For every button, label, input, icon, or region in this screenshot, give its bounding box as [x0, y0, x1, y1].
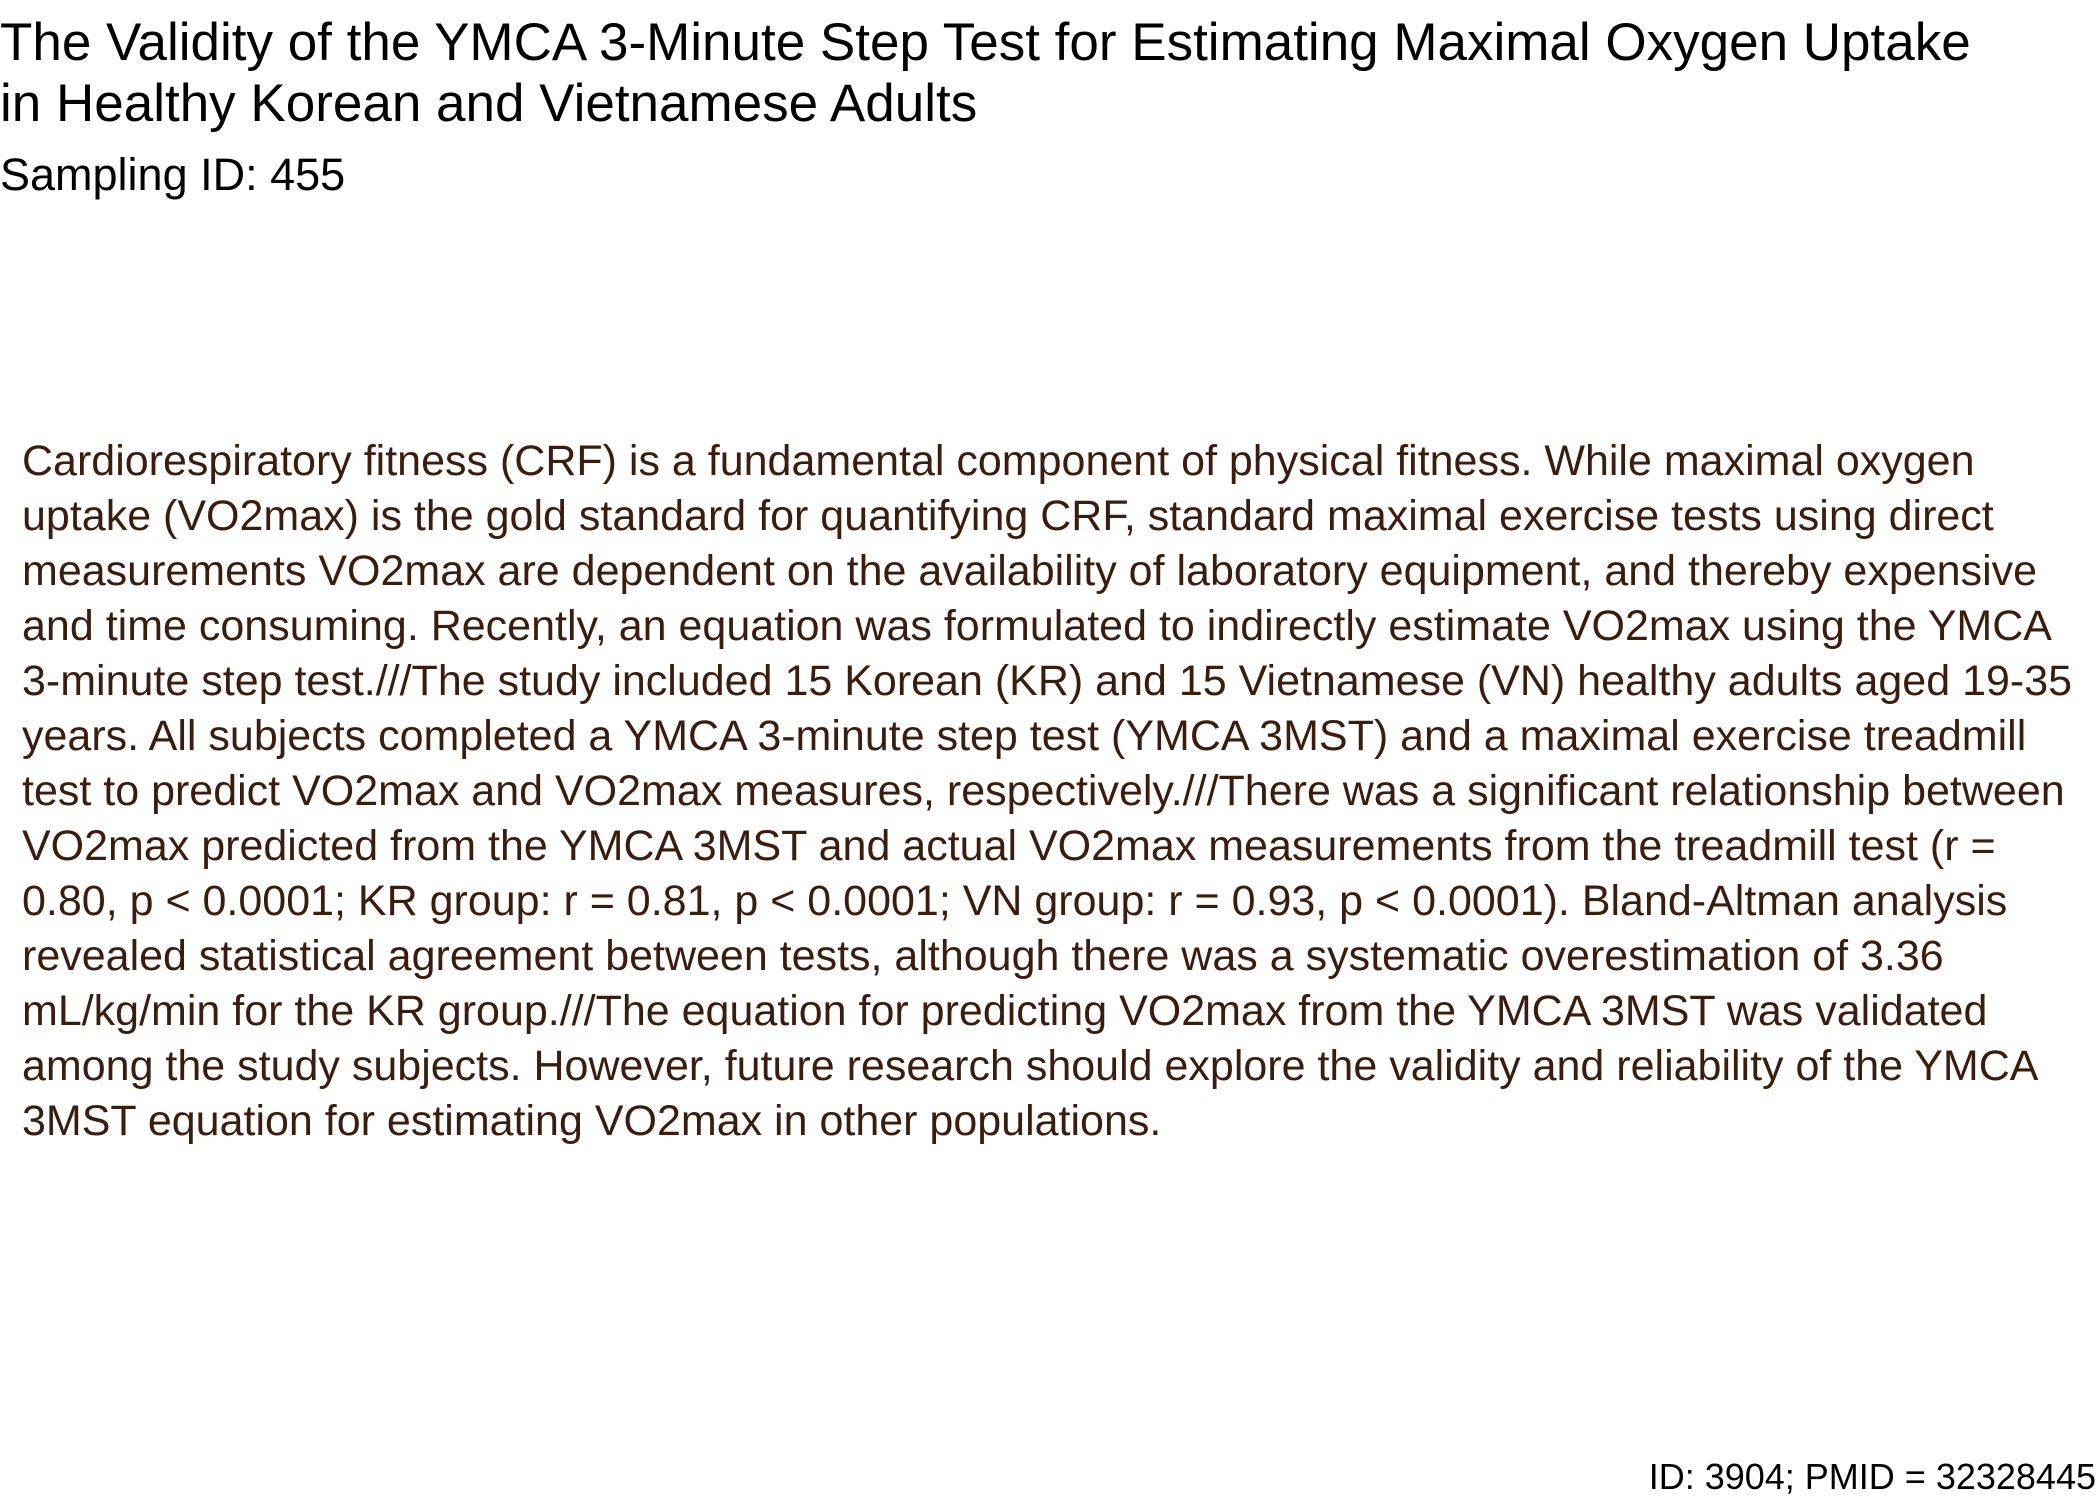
footer-id: ID: 3904; PMID = 32328445 [1648, 1456, 2096, 1497]
abstract-text: Cardiorespiratory fitness (CRF) is a fundamental component of physical fitness. While maximal oxygen uptake (VO2max) is the gold standard for quantifying CRF, standard maximal exercise tests using direct measurements VO2max are dependent on the availability of laboratory equipment, and thereby expensive and time consuming. Recently, an equation was formulated to indirectly estimate VO2max using the YMCA 3-minute step test.///The study included 15 Korean (KR) and 15 Vietnamese (VN) healthy adults aged 19-35 years. All subjects completed a YMCA 3-minute step test (YMCA 3MST) and a maximal exercise treadmill test to predict VO2max and VO2max measures, respectively.///There was a significant relationship between VO2max predicted from the YMCA 3MST and actual VO2max measurements from the treadmill test (r = 0.80, p < 0.0001; KR group: r = 0.81, p < 0.0001; VN group: r = 0.93, p < 0.0001). Bland-Altman analysis revealed statistical agreement between tests, although there was a systematic overestimation of 3.36 mL/kg/min for the KR group.///The equation for predicting VO2max from the YMCA 3MST was validated among the study subjects. However, future research should explore the validity and reliability of the YMCA 3MST equation for estimating VO2max in other populations. [22, 437, 2073, 1145]
sampling-id: Sampling ID: 455 [0, 149, 346, 200]
document-title: The Validity of the YMCA 3-Minute Step Test for Estimating Maximal Oxygen Uptake in Healthy Korean and Vietnamese Adults [0, 13, 1971, 133]
